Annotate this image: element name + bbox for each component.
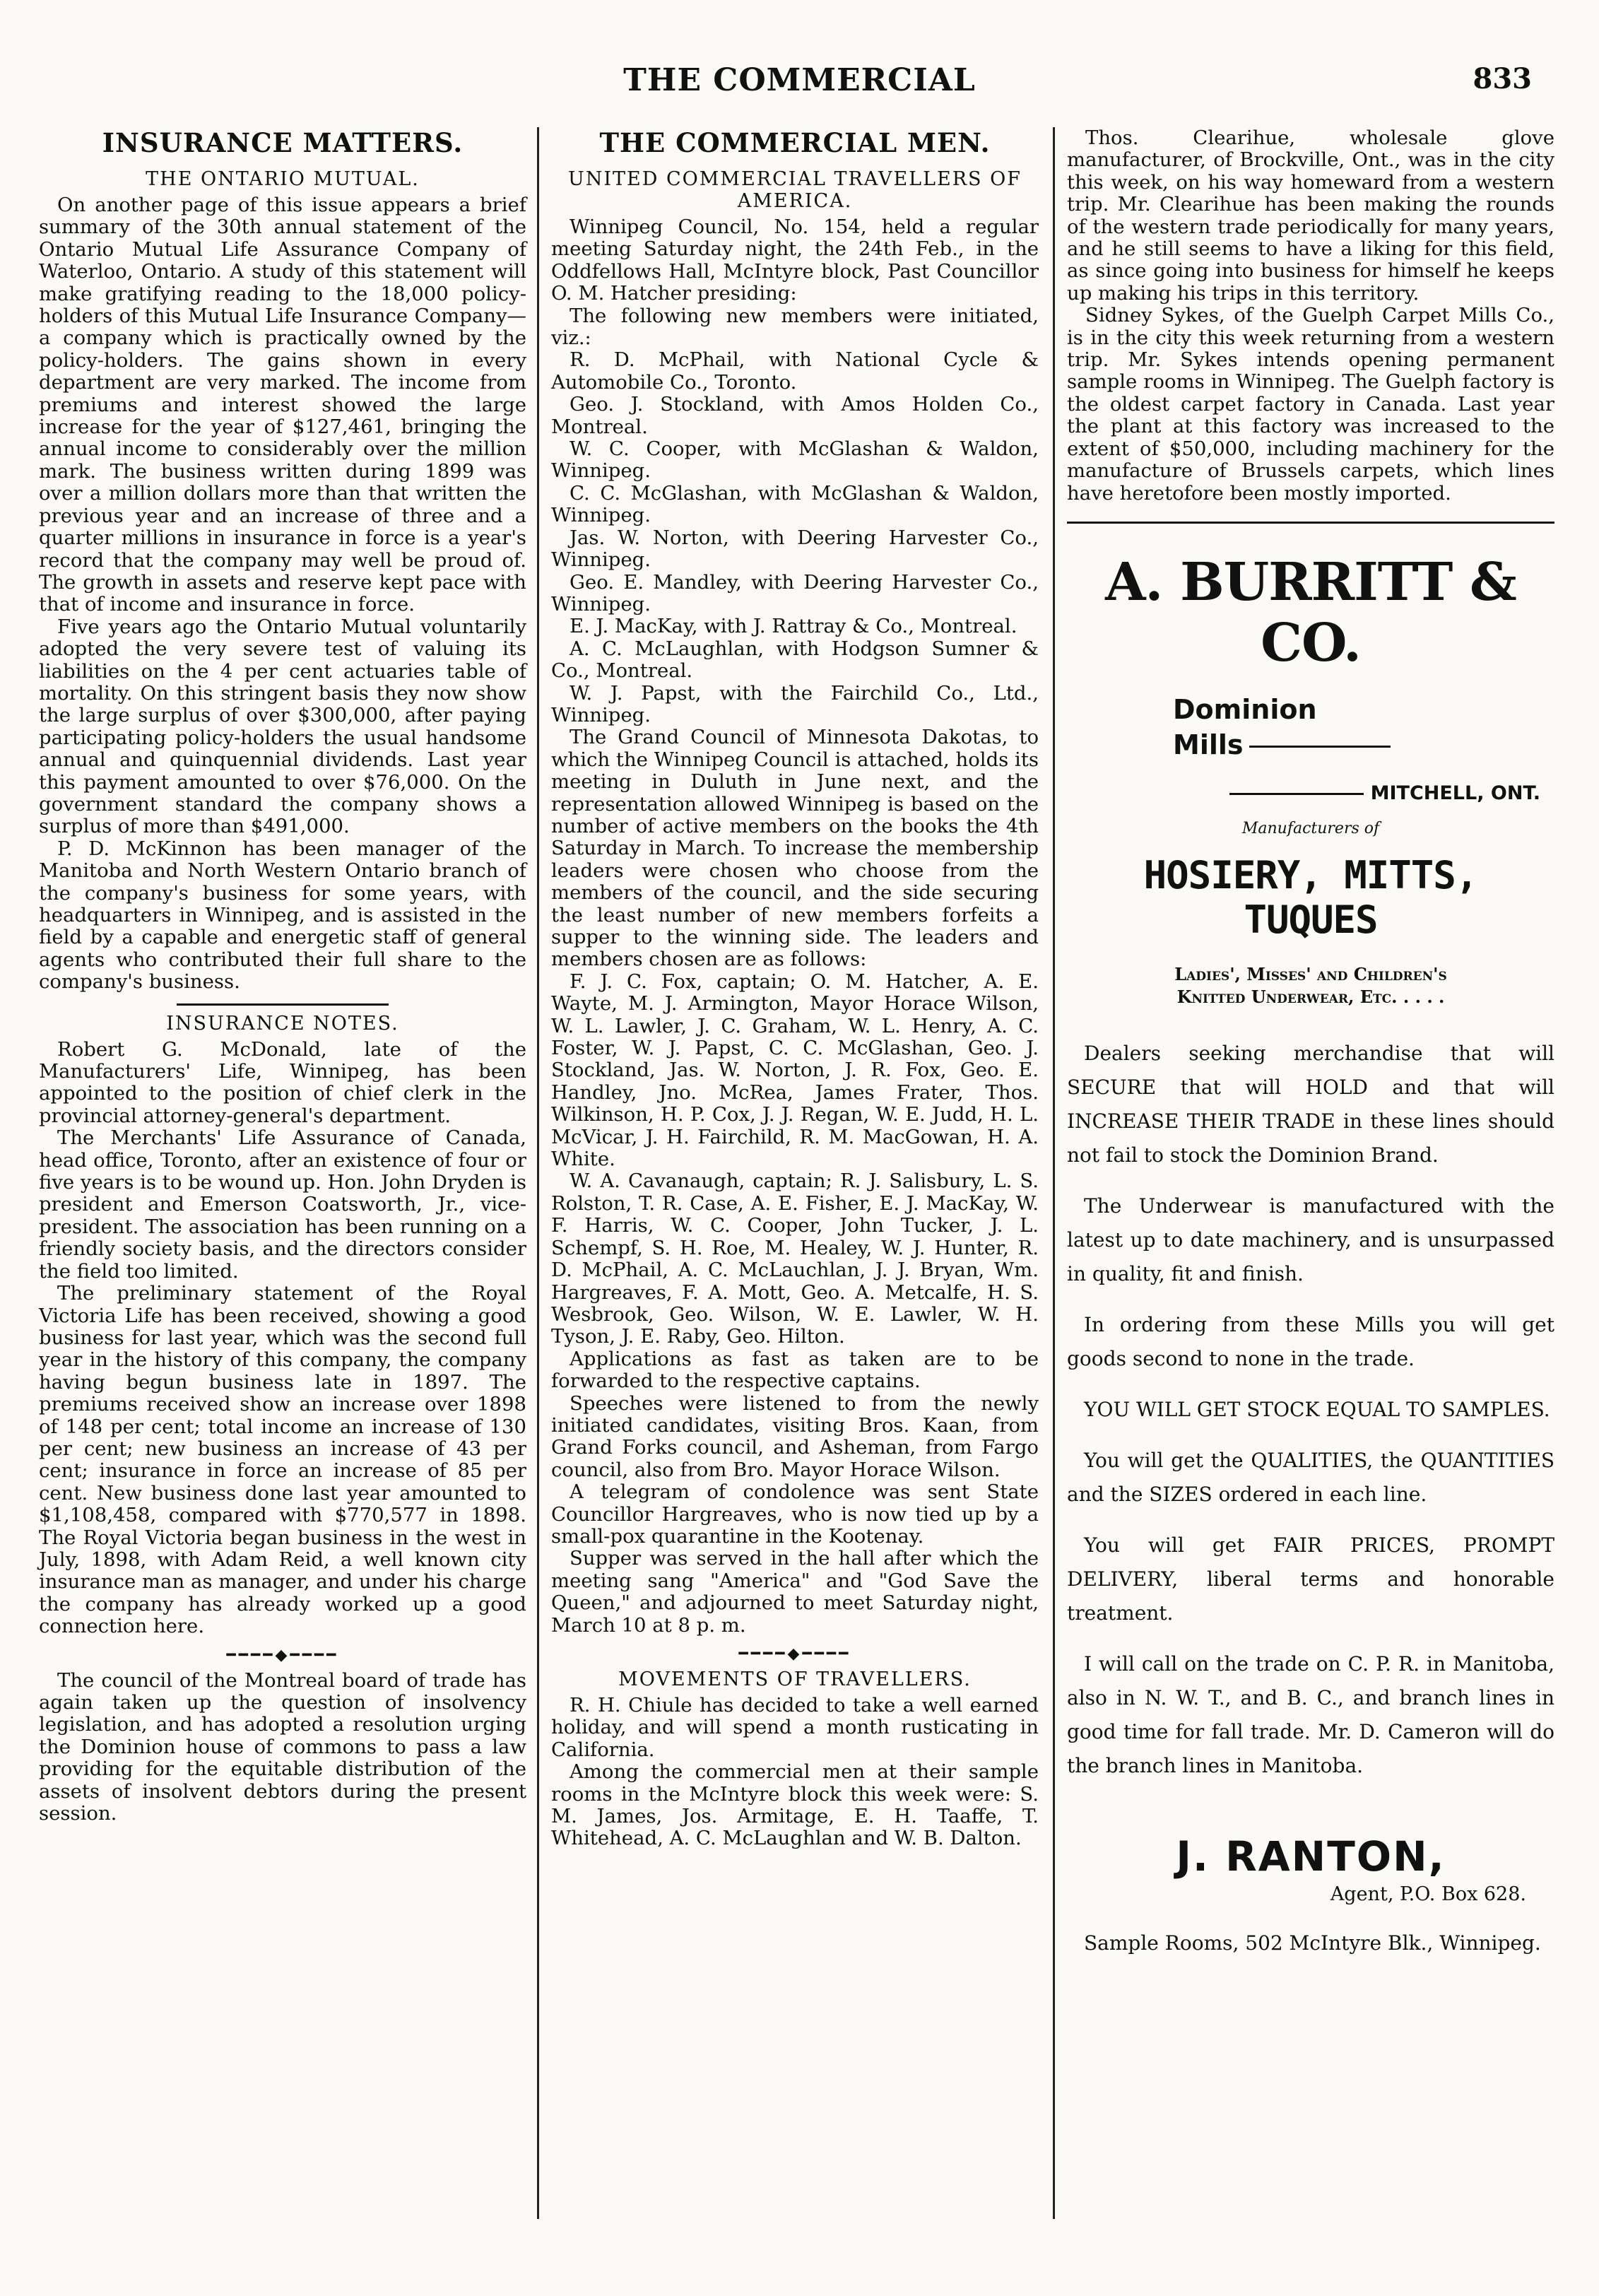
ad-sample-rooms: Sample Rooms, 502 McIntyre Blk., Winnipeg. [1084, 1931, 1541, 1955]
column-divider-1 [537, 127, 539, 2219]
article-paragraph: F. J. C. Fox, captain; O. M. Hatcher, A. E. Wayte, M. J. Armington, Mayor Horace Wilson, W. L. Lawler, J. C. Graham, W. L. Henry, A. C. Foster, W. J. Papst, C. C. McGlashan, Geo. J. Stockland, Jas. W. Norton, J. R. Fox, Geo. E. Handley, Jno. McRea, James Frater, Thos. Wilkinson, H. P. Cox, J. J. Regan, W. E. Judd, H. L. McVicar, J. H. Fairchild, R. M. MacGowan, H. A. White. [551, 970, 1039, 1171]
article-paragraph: Supper was served in the hall after which the meeting sang "America" and "God Save the Queen," and adjourned to meet Saturday night, March 10 at 8 p. m. [551, 1547, 1039, 1637]
ornament-divider: ━━━━◆━━━━ [738, 1645, 851, 1663]
member-entry: W. J. Papst, with the Fairchild Co., Ltd., Winnipeg. [551, 681, 1039, 726]
article-paragraph: Speeches were listened to from the newly initiated candidates, visiting Bros. Kaan, from Grand Forks council, and Asheman, from Fargo council, also from Bro. Mayor Horace Wilson. [551, 1391, 1039, 1481]
article-paragraph: The following new members were initiated, viz.: [551, 304, 1039, 350]
article-paragraph: Five years ago the Ontario Mutual voluntarily adopted the very severe test of valuing its liabilities on the 4 per cent actuaries table of mortality. On this stringent basis they now show the large surplus of over $300,000, after paying participating policy-holders the usual handsome annual and quinquennial dividends. Last year this payment amounted to over $76,000. On the government standard the company shows a surplus of more than $491,000. [39, 615, 526, 838]
ad-subline-1: Ladies', Misses' and Children's [1174, 963, 1447, 984]
member-entry: Geo. J. Stockland, with Amos Holden Co., Montreal. [551, 393, 1039, 438]
page-number: 833 [1473, 62, 1532, 95]
ad-mills-text: Mills [1173, 729, 1244, 760]
ad-location [1067, 782, 1540, 804]
article-paragraph: Robert G. McDonald, late of the Manufacturers' Life, Winnipeg, has been appointed to the position of chief clerk in the provincial attorney-general's department. [39, 1037, 526, 1127]
article-title: MOVEMENTS OF TRAVELLERS. [618, 1668, 972, 1690]
article-paragraph: The Merchants' Life Assurance of Canada, head office, Toronto, after an existence of four or five years is to be wound up. Hon. John Dryden is president and Emerson Coatsworth, Jr., vice-president. The association has been running on a friendly society basis, and the directors consider the field too limited. [39, 1126, 526, 1283]
member-entry: C. C. McGlashan, with McGlashan & Waldon, Winnipeg. [551, 481, 1039, 527]
ad-agent-box: Agent, P.O. Box 628. [1330, 1883, 1526, 1905]
column-insurance-matters [39, 127, 526, 1825]
article-paragraph: Winnipeg Council, No. 154, held a regular meeting Saturday night, the 24th Feb., in the Oddfellows Hall, McIntyre block, Past Councillor O. M. Hatcher presiding: [551, 216, 1039, 305]
ad-subline-2: Knitted Underwear, Etc. . . . . [1176, 986, 1445, 1007]
article-paragraph: Sidney Sykes, of the Guelph Carpet Mills Co., is in the city this week returning from a western trip. Mr. Sykes intends opening permanent sample rooms in Winnipeg. The Guelph factory is the oldest carpet factory in Canada. Last year the plant at this factory was increased to the extent of $50,000, including machinery for the manufacture of Brussels carpets, which lines have heretofore been mostly imported. [1067, 304, 1554, 505]
column-divider-2 [1053, 127, 1055, 2219]
article-paragraph: A telegram of condolence was sent State Councillor Hargreaves, who is now tied up by a small-pox quarantine in the Kootenay. [551, 1480, 1039, 1548]
article-paragraph: R. H. Chiule has decided to take a well earned holiday, and will spend a month rusticating in California. [551, 1694, 1039, 1761]
ad-paragraph: YOU WILL GET STOCK EQUAL TO SAMPLES. [1084, 1397, 1550, 1421]
ad-paragraph: In ordering from these Mills you will get goods second to none in the trade. [1067, 1312, 1554, 1370]
section-heading: INSURANCE MATTERS. [102, 127, 464, 158]
ad-location-rule [1229, 793, 1364, 795]
member-entry: Jas. W. Norton, with Deering Harvester Co., Winnipeg. [551, 526, 1039, 572]
member-entry: A. C. McLaughlan, with Hodgson Sumner & Co., Montreal. [551, 637, 1039, 683]
section-heading: THE COMMERCIAL MEN. [599, 127, 991, 158]
article-paragraph: The Grand Council of Minnesota Dakotas, to which the Winnipeg Council is attached, holds its meeting in Duluth in June next, and the representation allowed Winnipeg is based on the number of active members on the books the 4th Saturday in March. To increase the membership leaders were chosen who choose from the members of the council, and the side securing the least number of new members forfeits a supper to the winning side. The leaders and members chosen are as follows: [551, 726, 1039, 971]
ad-paragraph: Dealers seeking merchandise that will SECURE that will HOLD and that will INCREASE THEIR TRADE in these lines should not fail to stock the Dominion Brand. [1067, 1041, 1554, 1167]
ad-location-text: MITCHELL, ONT. [1370, 782, 1540, 804]
page-header-title: THE COMMERCIAL [623, 62, 976, 98]
article-paragraph: The preliminary statement of the Royal Victoria Life has been received, showing a good business for last year, which was the second full year in the history of this company, the company having begun business late in 1897. The premiums received show an increase over 1898 of 148 per cent; total income an increase of 130 per cent; new business an increase of 43 per cent; insurance in force an increase of 85 per cent. New business done last year amounted to $1,108,458, compared with $770,577 in 1898. The Royal Victoria began business in the west in July, 1898, with Adam Reid, a well known city insurance man as manager, and under his charge the company has already worked up a good connection here. [39, 1282, 526, 1638]
ad-paragraph: You will get the QUALITIES, the QUANTITIES and the SIZES ordered in each line. [1067, 1448, 1554, 1506]
article-paragraph: The council of the Montreal board of trade has again taken up the question of insolvency legislation, and has adopted a resolution urging the Dominion house of commons to pass a law providing for the equitable distribution of the assets of insolvent debtors during the present session. [39, 1668, 526, 1825]
article-title: UNITED COMMERCIAL TRAVELLERS OF AMERICA. [568, 168, 1022, 212]
ad-company-name: A. BURRITT & CO. [1105, 551, 1516, 673]
article-paragraph: Among the commercial men at their sample rooms in the McIntyre block this week were: S. M. James, Jos. Armitage, E. H. Taaffe, T. Whitehead, A. C. McLaughlan and W. B. Dalton. [551, 1760, 1039, 1850]
ad-brand-mills [1067, 727, 1554, 763]
column-commercial-men [551, 127, 1039, 1850]
member-entry: E. J. MacKay, with J. Rattray & Co., Montreal. [570, 615, 1017, 638]
section-rule [1067, 522, 1554, 524]
ad-products: HOSIERY, MITTS, TUQUES [1143, 852, 1478, 942]
article-title: INSURANCE NOTES. [166, 1012, 399, 1035]
article-title: THE ONTARIO MUTUAL. [146, 168, 420, 190]
column-news-and-ad [1067, 127, 1554, 1977]
article-paragraph: W. A. Cavanaugh, captain; R. J. Salisbury, L. S. Rolston, T. R. Case, A. E. Fisher, E. J. MacKay, W. F. Harris, W. C. Cooper, John Tucker, J. L. Schempf, S. H. Roe, M. Healey, W. J. Hunter, R. D. McPhail, A. C. McLauchlan, J. J. Bryan, Wm. Hargreaves, F. A. Mott, Geo. A. Metcalfe, H. S. Wesbrook, Geo. Wilson, W. E. Lawler, W. H. Tyson, J. E. Raby, Geo. Hilton. [551, 1170, 1039, 1348]
member-entry: W. C. Cooper, with McGlashan & Waldon, Winnipeg. [551, 437, 1039, 483]
article-paragraph: P. D. McKinnon has been manager of the Manitoba and North Western Ontario branch of the company's business for some years, with headquarters in Winnipeg, and is assisted in the field by a capable and energetic staff of general agents who contributed their full share to the company's business. [39, 837, 526, 994]
ad-paragraph: The Underwear is manufactured with the latest up to date machinery, and is unsurpassed in quality, fit and finish. [1067, 1194, 1554, 1285]
member-entry: R. D. McPhail, with National Cycle & Automobile Co., Toronto. [551, 348, 1039, 394]
ad-subline [1067, 963, 1554, 1008]
ornament-divider: ━━━━◆━━━━ [226, 1646, 339, 1664]
ad-dominion-text: Dominion [1173, 693, 1317, 725]
ad-manufacturers-of: Manufacturers of [1241, 819, 1380, 837]
ad-arrow-line [1249, 746, 1391, 748]
section-rule [177, 1003, 389, 1006]
article-paragraph: On another page of this issue appears a brief summary of the 30th annual statement of the Ontario Mutual Life Assurance Company of Waterloo, Ontario. A study of this statement will make gratifying reading to the 18,000 policy-holders of this Mutual Life Insurance Company—a company which is practically owned by the policy-holders. The gains shown in every department are very marked. The income from premiums and interest showed the large increase for the year of $127,461, bringing the annual income to considerably over the million mark. The business written during 1899 was over a million dollars more than that written the previous year and an increase of three and a quarter millions in insurance in force is a year's record that the company may well be proud of. The growth in assets and reserve kept pace with that of income and insurance in force. [39, 194, 526, 616]
member-entry: Geo. E. Mandley, with Deering Harvester Co., Winnipeg. [551, 570, 1039, 616]
article-paragraph: Thos. Clearihue, wholesale glove manufacturer, of Brockville, Ont., was in the city this week, on his way homeward from a western trip. Mr. Clearihue has been making the rounds of the western trade periodically for many years, and he still seems to have a liking for this field, as since going into business for himself he keeps up making his trips in this territory. [1067, 126, 1554, 305]
ad-brand-dominion [1067, 692, 1554, 727]
ad-paragraph: You will get FAIR PRICES, PROMPT DELIVERY, liberal terms and honorable treatment. [1067, 1533, 1554, 1625]
ad-agent-name: J. RANTON, [1176, 1832, 1446, 1880]
article-paragraph: Applications as fast as taken are to be forwarded to the respective captains. [551, 1347, 1039, 1393]
advertisement-burritt [1067, 552, 1554, 1960]
ad-paragraph: I will call on the trade on C. P. R. in Manitoba, also in N. W. T., and B. C., and branch lines in good time for fall trade. Mr. D. Cameron will do the branch lines in Manitoba. [1067, 1652, 1554, 1777]
